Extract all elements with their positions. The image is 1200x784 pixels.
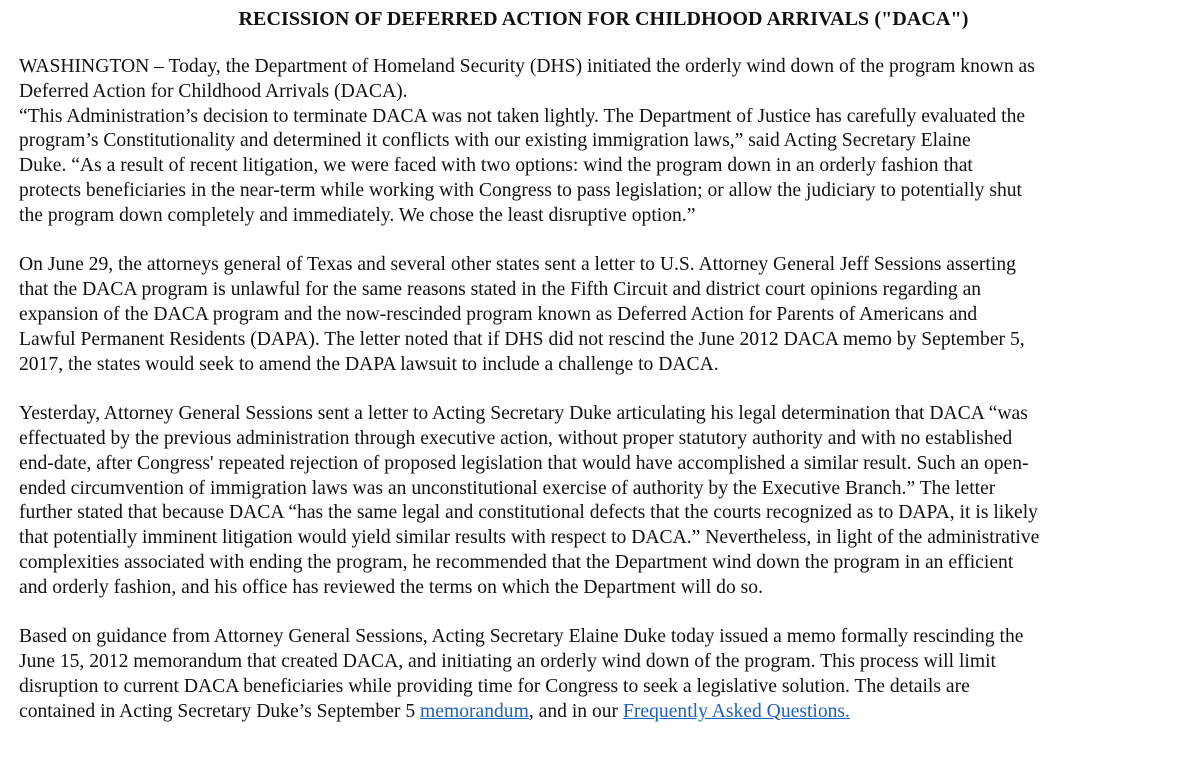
faq-link[interactable]: Frequently Asked Questions. <box>623 700 850 722</box>
document-title: RECISSION OF DEFERRED ACTION FOR CHILDHOOD ARRIVALS ("DACA") <box>238 8 969 30</box>
text-line: “This Administration’s decision to terminate DACA was not taken lightly. The Department of Justice has carefully evaluated the <box>19 105 1026 127</box>
text-line: that the DACA program is unlawful for the same reasons stated in the Fifth Circuit and district court opinions regarding an <box>19 279 982 301</box>
text-line: the program down completely and immediately. We chose the least disruptive option.” <box>19 204 696 226</box>
text-line: ended circumvention of immigration laws was an unconstitutional exercise of authority by the Executive Branch.” The letter <box>19 477 996 499</box>
paragraph-spacer <box>19 377 1188 402</box>
text-line: program’s Constitutionality and determined it conflicts with our existing immigration laws,” said Acting Secretary Elaine <box>19 130 971 152</box>
text-line: Duke. “As a result of recent litigation, we were faced with two options: wind the program down in an orderly fashion that <box>19 155 973 177</box>
text-line: protects beneficiaries in the near-term while working with Congress to pass legislation; or allow the judiciary to potentially shut <box>19 179 1023 201</box>
paragraph-spacer <box>19 601 1188 626</box>
text-segment: , and in our <box>528 700 623 722</box>
text-line: expansion of the DACA program and the now-rescinded program known as Deferred Action for Parents of Americans and <box>19 303 978 325</box>
text-line: disruption to current DACA beneficiaries while providing time for Congress to seek a legislative solution. The details are <box>19 675 970 697</box>
text-line: complexities associated with ending the program, he recommended that the Department wind down the program in an efficient <box>19 551 1014 573</box>
memorandum-link[interactable]: memorandum <box>420 700 529 722</box>
text-line: that potentially imminent litigation would yield similar results with respect to DACA.” Nevertheless, in light of the administrative <box>19 527 1040 549</box>
text-line: On June 29, the attorneys general of Texas and several other states sent a letter to U.S. Attorney General Jeff Sessions asserting <box>19 254 1016 276</box>
text-line: June 15, 2012 memorandum that created DACA, and initiating an orderly wind down of the program. This process will limit <box>19 651 996 673</box>
text-line: Lawful Permanent Residents (DAPA). The letter noted that if DHS did not rescind the June 2012 DACA memo by September 5, <box>19 328 1025 350</box>
paragraph-spacer <box>19 229 1188 254</box>
text-line: Deferred Action for Childhood Arrivals (DACA). <box>19 80 408 102</box>
paragraph-june-29-letter <box>19 253 1188 377</box>
paragraph-intro <box>19 55 1188 229</box>
text-line-with-links <box>19 700 1188 725</box>
paragraph-sessions-letter <box>19 402 1188 600</box>
text-line: WASHINGTON – Today, the Department of Homeland Security (DHS) initiated the orderly wind down of the program known as <box>19 56 1035 77</box>
text-line: and orderly fashion, and his office has reviewed the terms on which the Department will do so. <box>19 576 763 598</box>
text-line: 2017, the states would seek to amend the DAPA lawsuit to include a challenge to DACA. <box>19 353 719 375</box>
paragraph-memo-rescinding <box>19 625 1188 724</box>
text-line: effectuated by the previous administration through executive action, without proper statutory authority and with no established <box>19 427 1013 449</box>
text-line: Based on guidance from Attorney General Sessions, Acting Secretary Elaine Duke today issued a memo formally rescinding the <box>19 626 1024 648</box>
text-line: end-date, after Congress' repeated rejection of proposed legislation that would have accomplished a similar result. Such an open- <box>19 452 1029 474</box>
text-segment: contained in Acting Secretary Duke’s September 5 <box>19 700 421 722</box>
text-line: Yesterday, Attorney General Sessions sent a letter to Acting Secretary Duke articulating his legal determination that DACA “was <box>19 403 1028 425</box>
text-line: further stated that because DACA “has the same legal and constitutional defects that the courts recognized as to DAPA, it is likely <box>19 502 1038 524</box>
